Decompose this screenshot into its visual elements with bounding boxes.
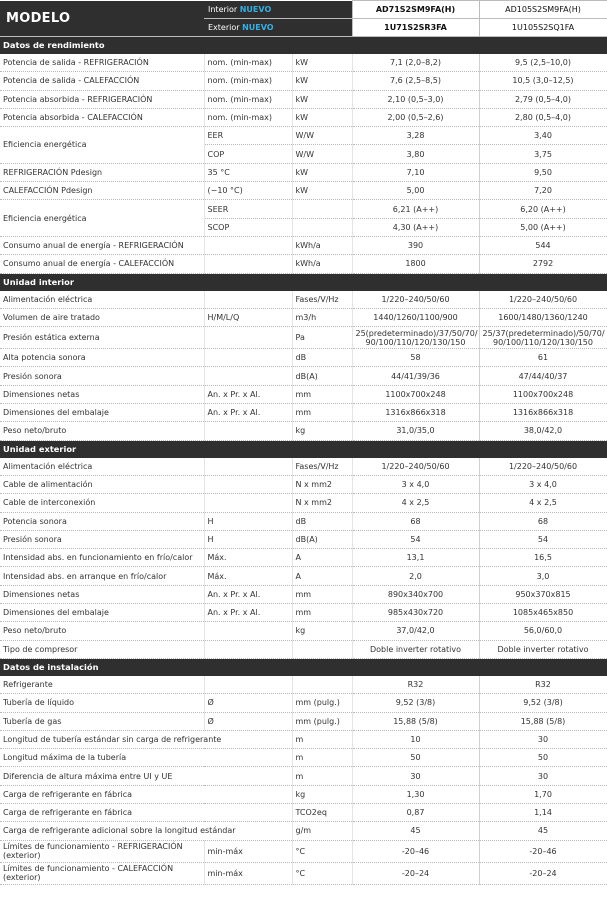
spec-row <box>0 585 607 603</box>
row-label: Carga de refrigerante en fábrica <box>0 803 292 821</box>
spec-row <box>0 749 607 767</box>
row-condition <box>204 676 292 694</box>
value-model-2: 1316x866x318 <box>479 404 607 422</box>
value-model-2: R32 <box>479 676 607 694</box>
row-unit: W/W <box>292 145 352 163</box>
row-label: Presión estática externa <box>0 327 204 349</box>
value-model-2: 38,0/42,0 <box>479 422 607 440</box>
value-model-2: 6,20 (A++) <box>479 200 607 218</box>
spec-row <box>0 182 607 200</box>
row-condition: H <box>204 530 292 548</box>
row-unit: dB(A) <box>292 530 352 548</box>
row-label: Potencia absorbida - REFRIGERACIÓN <box>0 90 204 108</box>
value-model-2: 1085x465x850 <box>479 604 607 622</box>
row-unit: °C <box>292 862 352 884</box>
value-model-2: 45 <box>479 822 607 840</box>
spec-row <box>0 712 607 730</box>
value-model-2: 5,00 (A++) <box>479 218 607 236</box>
row-label: Intensidad abs. en arranque en frío/calor <box>0 567 204 585</box>
row-unit: dB <box>292 512 352 530</box>
spec-row <box>0 54 607 72</box>
value-model-1: 3,28 <box>352 127 479 145</box>
row-unit: °C <box>292 840 352 862</box>
value-model-2: 3,75 <box>479 145 607 163</box>
spec-row <box>0 567 607 585</box>
value-model-2: 2,80 (0,5–4,0) <box>479 108 607 126</box>
spec-row <box>0 475 607 493</box>
row-condition <box>204 622 292 640</box>
value-model-2: 3,0 <box>479 567 607 585</box>
row-unit: kW <box>292 90 352 108</box>
spec-row <box>0 236 607 254</box>
row-condition <box>204 475 292 493</box>
value-model-2: 56,0/60,0 <box>479 622 607 640</box>
row-unit: dB(A) <box>292 367 352 385</box>
spec-row <box>0 404 607 422</box>
row-unit: m3/h <box>292 308 352 326</box>
model-1-exterior: 1U71S2SR3FA <box>352 19 479 37</box>
row-condition: An. x Pr. x Al. <box>204 385 292 403</box>
model-2-interior: AD105S2SM9FA(H) <box>479 1 607 19</box>
row-unit: kg <box>292 622 352 640</box>
value-model-2: 10,5 (3,0–12,5) <box>479 72 607 90</box>
spec-row <box>0 200 607 218</box>
row-unit: m <box>292 730 352 748</box>
spec-row <box>0 694 607 712</box>
spec-row <box>0 622 607 640</box>
value-model-1: 1100x700x248 <box>352 385 479 403</box>
spec-row <box>0 255 607 273</box>
row-unit: kW <box>292 54 352 72</box>
value-model-2: -20–46 <box>479 840 607 862</box>
spec-row <box>0 803 607 821</box>
row-label: Diferencia de altura máxima entre UI y UE <box>0 767 292 785</box>
spec-row <box>0 458 607 476</box>
model-title: MODELO <box>0 1 204 37</box>
value-model-1: 390 <box>352 236 479 254</box>
row-unit: N x mm2 <box>292 475 352 493</box>
row-condition <box>204 349 292 367</box>
row-condition: Máx. <box>204 549 292 567</box>
spec-row <box>0 349 607 367</box>
section-header <box>0 440 607 458</box>
section-header <box>0 658 607 676</box>
spec-row <box>0 785 607 803</box>
value-model-2: 61 <box>479 349 607 367</box>
row-unit: Pa <box>292 327 352 349</box>
spec-row <box>0 163 607 181</box>
value-model-2: 16,5 <box>479 549 607 567</box>
value-model-1: 45 <box>352 822 479 840</box>
exterior-label: Exterior NUEVO <box>204 19 352 37</box>
value-model-2: 3 x 4,0 <box>479 475 607 493</box>
row-label: Tubería de líquido <box>0 694 204 712</box>
row-label: Potencia absorbida - CALEFACCIÓN <box>0 108 204 126</box>
row-label: Longitud de tubería estándar sin carga de refrigerante <box>0 730 292 748</box>
row-label: Cable de interconexión <box>0 494 204 512</box>
row-unit: A <box>292 549 352 567</box>
row-condition: (−10 °C) <box>204 182 292 200</box>
value-model-1: 54 <box>352 530 479 548</box>
row-label: Eficiencia energética <box>0 127 204 164</box>
new-tag: NUEVO <box>239 4 272 14</box>
row-unit: dB <box>292 349 352 367</box>
value-model-1: 9,52 (3/8) <box>352 694 479 712</box>
value-model-1: 25(predeterminado)/37/50/70/ 90/100/110/120/130/150 <box>352 327 479 349</box>
spec-row <box>0 494 607 512</box>
value-model-1: 6,21 (A++) <box>352 200 479 218</box>
value-model-1: 985x430x720 <box>352 604 479 622</box>
value-model-2: 2,79 (0,5–4,0) <box>479 90 607 108</box>
value-model-1: 50 <box>352 749 479 767</box>
spec-row <box>0 640 607 658</box>
row-label: Eficiencia energética <box>0 200 204 237</box>
value-model-2: 1600/1480/1360/1240 <box>479 308 607 326</box>
spec-row <box>0 72 607 90</box>
row-condition: An. x Pr. x Al. <box>204 604 292 622</box>
spec-row <box>0 90 607 108</box>
value-model-1: 1/220–240/50/60 <box>352 458 479 476</box>
row-label: Refrigerante <box>0 676 204 694</box>
value-model-2: 3,40 <box>479 127 607 145</box>
section-header <box>0 37 607 55</box>
model-2-exterior: 1U105S2SQ1FA <box>479 19 607 37</box>
value-model-1: 68 <box>352 512 479 530</box>
row-unit <box>292 640 352 658</box>
row-condition: COP <box>204 145 292 163</box>
section-title: Unidad interior <box>0 273 607 291</box>
row-unit <box>292 200 352 218</box>
row-condition <box>204 422 292 440</box>
row-label: Potencia sonora <box>0 512 204 530</box>
value-model-1: 30 <box>352 767 479 785</box>
value-model-1: 1800 <box>352 255 479 273</box>
section-title: Datos de rendimiento <box>0 37 607 55</box>
row-condition: nom. (min-max) <box>204 108 292 126</box>
row-unit: mm (pulg.) <box>292 712 352 730</box>
row-condition: SCOP <box>204 218 292 236</box>
header-row-interior <box>0 1 607 19</box>
value-model-2: 950x370x815 <box>479 585 607 603</box>
value-model-2: 2792 <box>479 255 607 273</box>
row-unit: kW <box>292 108 352 126</box>
row-label: Dimensiones netas <box>0 585 204 603</box>
row-label: Longitud máxima de la tubería <box>0 749 292 767</box>
new-tag: NUEVO <box>242 23 274 32</box>
value-model-2: 1100x700x248 <box>479 385 607 403</box>
section-title: Unidad exterior <box>0 440 607 458</box>
row-condition <box>204 494 292 512</box>
row-unit: mm <box>292 585 352 603</box>
value-model-2: 4 x 2,5 <box>479 494 607 512</box>
row-condition: min-máx <box>204 840 292 862</box>
spec-row <box>0 730 607 748</box>
value-model-1: 44/41/39/36 <box>352 367 479 385</box>
spec-row <box>0 108 607 126</box>
row-unit <box>292 218 352 236</box>
value-model-1: 15,88 (5/8) <box>352 712 479 730</box>
row-condition: EER <box>204 127 292 145</box>
row-unit: g/m <box>292 822 352 840</box>
value-model-1: Doble inverter rotativo <box>352 640 479 658</box>
row-unit: Fases/V/Hz <box>292 291 352 309</box>
row-unit: kW <box>292 72 352 90</box>
value-model-1: 1316x866x318 <box>352 404 479 422</box>
row-condition: nom. (min-max) <box>204 90 292 108</box>
row-unit: kg <box>292 785 352 803</box>
value-model-2: 50 <box>479 749 607 767</box>
row-condition <box>204 458 292 476</box>
row-label: Alimentación eléctrica <box>0 291 204 309</box>
row-unit: mm <box>292 404 352 422</box>
row-label: Potencia de salida - CALEFACCIÓN <box>0 72 204 90</box>
value-model-1: 2,00 (0,5–2,6) <box>352 108 479 126</box>
value-model-2: 1/220–240/50/60 <box>479 291 607 309</box>
row-label: Intensidad abs. en funcionamiento en frío/calor <box>0 549 204 567</box>
value-model-2: 9,52 (3/8) <box>479 694 607 712</box>
value-model-2: 544 <box>479 236 607 254</box>
row-unit: m <box>292 767 352 785</box>
section-title: Datos de instalación <box>0 658 607 676</box>
value-model-2: 9,5 (2,5–10,0) <box>479 54 607 72</box>
value-model-2: 68 <box>479 512 607 530</box>
row-label: Consumo anual de energía - CALEFACCIÓN <box>0 255 204 273</box>
value-model-2: 7,20 <box>479 182 607 200</box>
row-unit: W/W <box>292 127 352 145</box>
value-model-1: 7,10 <box>352 163 479 181</box>
spec-row <box>0 308 607 326</box>
row-unit <box>292 676 352 694</box>
value-model-1: -20–46 <box>352 840 479 862</box>
row-unit: kW <box>292 182 352 200</box>
value-model-1: 13,1 <box>352 549 479 567</box>
value-model-1: 1440/1260/1100/900 <box>352 308 479 326</box>
row-unit: TCO2eq <box>292 803 352 821</box>
row-unit: kWh/a <box>292 236 352 254</box>
value-model-2: 47/44/40/37 <box>479 367 607 385</box>
row-condition: SEER <box>204 200 292 218</box>
spec-row <box>0 676 607 694</box>
value-model-1: -20–24 <box>352 862 479 884</box>
row-label: Presión sonora <box>0 367 204 385</box>
row-label: Límites de funcionamiento - REFRIGERACIÓN (exterior) <box>0 840 204 862</box>
row-label: Consumo anual de energía - REFRIGERACIÓN <box>0 236 204 254</box>
row-condition: Ø <box>204 712 292 730</box>
row-unit: kW <box>292 163 352 181</box>
spec-row <box>0 822 607 840</box>
value-model-1: 1,30 <box>352 785 479 803</box>
spec-row <box>0 422 607 440</box>
value-model-1: 3,80 <box>352 145 479 163</box>
spec-row <box>0 367 607 385</box>
value-model-1: 4,30 (A++) <box>352 218 479 236</box>
spec-row <box>0 604 607 622</box>
row-unit: kg <box>292 422 352 440</box>
value-model-2: 15,88 (5/8) <box>479 712 607 730</box>
row-condition <box>204 367 292 385</box>
spec-row <box>0 512 607 530</box>
row-condition <box>204 255 292 273</box>
row-condition: min-máx <box>204 862 292 884</box>
row-label: Límites de funcionamiento - CALEFACCIÓN (exterior) <box>0 862 204 884</box>
row-unit: N x mm2 <box>292 494 352 512</box>
row-condition <box>204 291 292 309</box>
row-condition <box>204 236 292 254</box>
value-model-1: 37,0/42,0 <box>352 622 479 640</box>
row-condition: H <box>204 512 292 530</box>
value-model-2: 1,70 <box>479 785 607 803</box>
row-label: Presión sonora <box>0 530 204 548</box>
row-unit: m <box>292 749 352 767</box>
row-condition: An. x Pr. x Al. <box>204 404 292 422</box>
row-label: Dimensiones netas <box>0 385 204 403</box>
spec-row <box>0 767 607 785</box>
value-model-1: 5,00 <box>352 182 479 200</box>
section-header <box>0 273 607 291</box>
row-unit: kWh/a <box>292 255 352 273</box>
row-unit: mm (pulg.) <box>292 694 352 712</box>
row-condition: An. x Pr. x Al. <box>204 585 292 603</box>
row-condition: H/M/L/Q <box>204 308 292 326</box>
row-label: Tubería de gas <box>0 712 204 730</box>
spec-row <box>0 127 607 145</box>
value-model-1: 3 x 4,0 <box>352 475 479 493</box>
value-model-2: 1/220–240/50/60 <box>479 458 607 476</box>
value-model-2: 9,50 <box>479 163 607 181</box>
row-label: Peso neto/bruto <box>0 422 204 440</box>
row-label: Volumen de aire tratado <box>0 308 204 326</box>
row-label: Dimensiones del embalaje <box>0 404 204 422</box>
spec-row <box>0 327 607 349</box>
value-model-1: 10 <box>352 730 479 748</box>
value-model-2: 30 <box>479 730 607 748</box>
spec-row <box>0 291 607 309</box>
row-label: Potencia de salida - REFRIGERACIÓN <box>0 54 204 72</box>
row-condition <box>204 640 292 658</box>
spec-row <box>0 530 607 548</box>
value-model-1: R32 <box>352 676 479 694</box>
value-model-2: 54 <box>479 530 607 548</box>
value-model-1: 7,6 (2,5–8,5) <box>352 72 479 90</box>
model-1-interior: AD71S2SM9FA(H) <box>352 1 479 19</box>
row-unit: A <box>292 567 352 585</box>
value-model-1: 0,87 <box>352 803 479 821</box>
row-condition: 35 °C <box>204 163 292 181</box>
row-label: Alimentación eléctrica <box>0 458 204 476</box>
row-condition: nom. (min-max) <box>204 54 292 72</box>
value-model-1: 4 x 2,5 <box>352 494 479 512</box>
value-model-1: 31,0/35,0 <box>352 422 479 440</box>
row-unit: mm <box>292 385 352 403</box>
row-unit: mm <box>292 604 352 622</box>
row-label: REFRIGERACIÓN Pdesign <box>0 163 204 181</box>
row-condition: Máx. <box>204 567 292 585</box>
row-label: CALEFACCIÓN Pdesign <box>0 182 204 200</box>
row-label: Cable de alimentación <box>0 475 204 493</box>
value-model-1: 58 <box>352 349 479 367</box>
value-model-1: 7,1 (2,0–8,2) <box>352 54 479 72</box>
row-condition: Ø <box>204 694 292 712</box>
row-label: Carga de refrigerante en fábrica <box>0 785 292 803</box>
spec-row <box>0 549 607 567</box>
row-label: Tipo de compresor <box>0 640 204 658</box>
value-model-2: 1,14 <box>479 803 607 821</box>
value-model-2: 25/37(predeterminado)/50/70/ 90/100/110/120/130/150 <box>479 327 607 349</box>
value-model-1: 2,10 (0,5–3,0) <box>352 90 479 108</box>
spec-row <box>0 862 607 884</box>
value-model-1: 2,0 <box>352 567 479 585</box>
row-label: Alta potencia sonora <box>0 349 204 367</box>
spec-row <box>0 840 607 862</box>
value-model-1: 1/220–240/50/60 <box>352 291 479 309</box>
row-condition: nom. (min-max) <box>204 72 292 90</box>
interior-label: Interior NUEVO <box>204 1 352 19</box>
spec-row <box>0 385 607 403</box>
row-label: Dimensiones del embalaje <box>0 604 204 622</box>
value-model-2: Doble inverter rotativo <box>479 640 607 658</box>
row-unit: Fases/V/Hz <box>292 458 352 476</box>
row-label: Peso neto/bruto <box>0 622 204 640</box>
value-model-1: 890x340x700 <box>352 585 479 603</box>
row-condition <box>204 327 292 349</box>
value-model-2: -20–24 <box>479 862 607 884</box>
row-label: Carga de refrigerante adicional sobre la longitud estándar <box>0 822 292 840</box>
value-model-2: 30 <box>479 767 607 785</box>
